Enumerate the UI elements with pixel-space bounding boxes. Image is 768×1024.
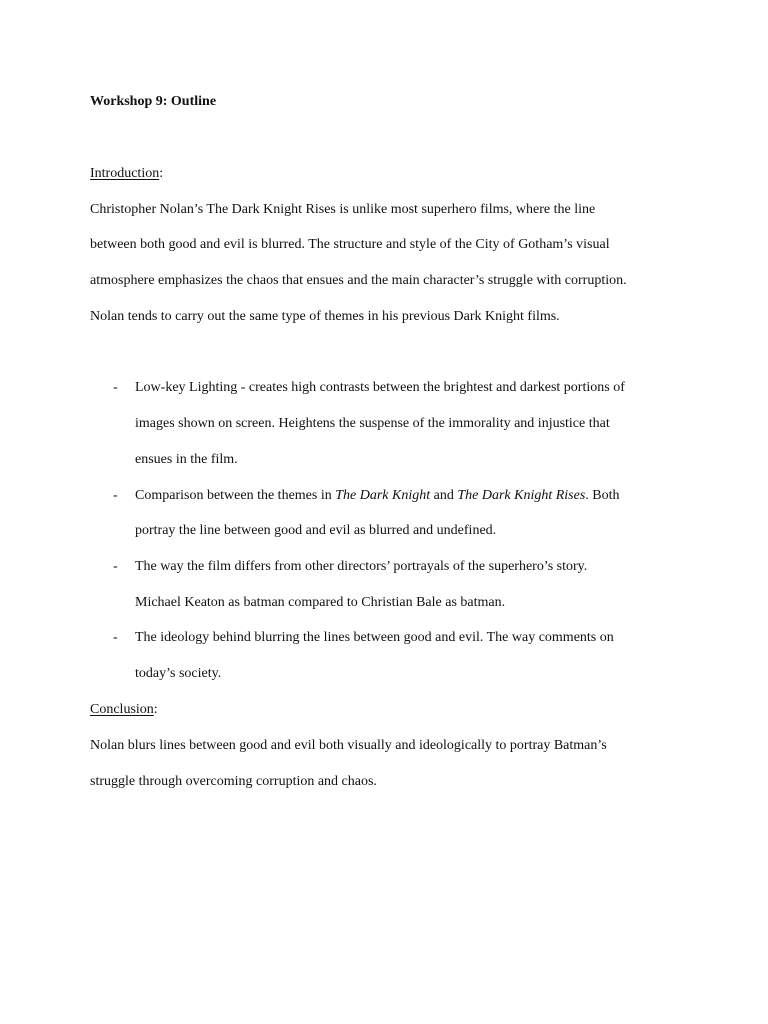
conclusion-heading: [90, 701, 158, 719]
bullet-line: The ideology behind blurring the lines between good and evil. The way comments on: [135, 630, 614, 645]
conclusion-heading-text: Conclusion: [90, 702, 154, 717]
conclusion-heading-colon: :: [153, 702, 158, 717]
introduction-heading-colon: :: [159, 166, 164, 181]
bullet-line: The way the film differs from other directors’ portrayals of the superhero’s story.: [135, 559, 588, 574]
bullet-line: images shown on screen. Heightens the suspense of the immorality and injustice that: [135, 416, 610, 431]
bullet-marker: -: [113, 630, 118, 645]
film-title-dark-knight-rises: The Dark Knight Rises: [457, 488, 586, 503]
bullet-line: Low-key Lighting - creates high contrasts between the brightest and darkest portions of: [135, 380, 625, 395]
bullet-marker: -: [113, 380, 118, 395]
bullet-text: . Both: [585, 488, 620, 503]
conclusion-line: struggle through overcoming corruption and chaos.: [90, 774, 377, 789]
bullet-marker: -: [113, 559, 118, 574]
introduction-heading: [90, 165, 163, 183]
bullet-line: today’s society.: [135, 666, 222, 681]
film-title-dark-knight: The Dark Knight: [335, 488, 431, 503]
bullet-text: Comparison between the themes in: [135, 488, 336, 503]
bullet-marker: -: [113, 488, 118, 503]
bullet-line: portray the line between good and evil as blurred and undefined.: [135, 523, 497, 538]
bullet-line: Michael Keaton as batman compared to Christian Bale as batman.: [135, 595, 506, 610]
introduction-line: atmosphere emphasizes the chaos that ensues and the main character’s struggle with corruption.: [90, 273, 627, 288]
bullet-line: ensues in the film.: [135, 452, 238, 467]
introduction-heading-text: Introduction: [90, 166, 160, 181]
introduction-line: between both good and evil is blurred. The structure and style of the City of Gotham’s visual: [90, 237, 610, 252]
document-title: Workshop 9: Outline: [90, 94, 217, 109]
bullet-line: [135, 487, 620, 505]
introduction-line: Nolan tends to carry out the same type of themes in his previous Dark Knight films.: [90, 309, 560, 324]
bullet-text: and: [430, 488, 458, 503]
introduction-line: Christopher Nolan’s The Dark Knight Rises is unlike most superhero films, where the line: [90, 202, 596, 217]
conclusion-line: Nolan blurs lines between good and evil both visually and ideologically to portray Batman’s: [90, 738, 607, 753]
